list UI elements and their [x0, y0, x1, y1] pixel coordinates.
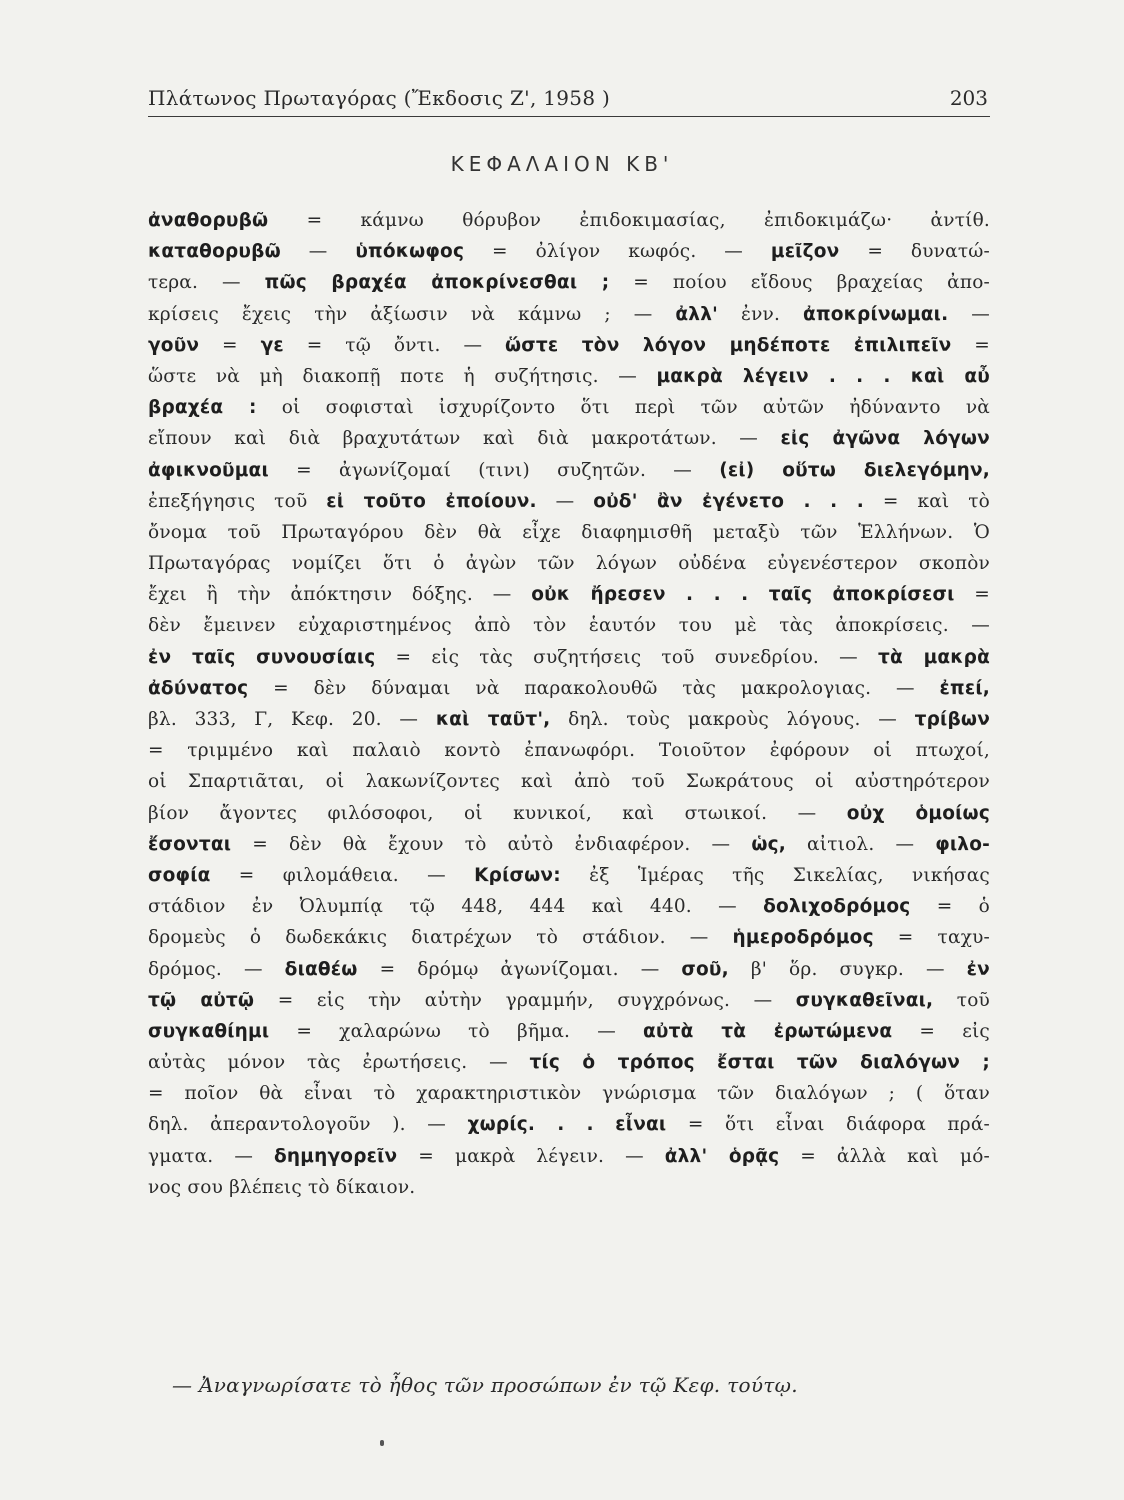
lemma-term: σοῦ,: [681, 958, 729, 980]
gloss-text: κρίσεις ἔχεις τὴν ἀξίωσιν νὰ κάμνω ; —: [148, 303, 676, 325]
gloss-text: ὥστε νὰ μὴ διακοπῇ ποτε ἡ συζήτησις. —: [148, 365, 657, 387]
text-line: [148, 985, 990, 1016]
text-line: [148, 330, 990, 361]
text-line: [148, 1172, 990, 1203]
text-line: [148, 1078, 990, 1109]
text-line: [148, 673, 990, 704]
gloss-text: —: [280, 241, 356, 263]
gloss-text: = κάμνω θόρυβον ἐπιδοκιμασίας, ἐπιδοκιμάζω· ἀντίθ.: [268, 210, 990, 231]
gloss-text: = δρόμῳ ἀγωνίζομαι. —: [357, 958, 682, 980]
text-line: [148, 1047, 990, 1078]
gloss-text: αὐτὰς μόνον τὰς ἐρωτήσεις. —: [148, 1052, 530, 1074]
lemma-term: ὡς,: [751, 833, 786, 855]
lemma-term: γε: [260, 334, 284, 356]
lemma-term: χωρίς. . .: [467, 1114, 594, 1136]
header-title: Πλάτωνος Πρωταγόρας (Ἔκδοσις Ζ', 1958 ): [148, 86, 611, 110]
lemma-term: ἀλλ' ὁρᾷς: [664, 1145, 780, 1167]
chapter-heading: ΚΕΦΑΛΑΙΟΝ ΚΒ': [450, 152, 674, 176]
gloss-text: = τῷ ὄντι. —: [283, 334, 505, 356]
paper-speck: [380, 1440, 384, 1446]
gloss-text: = εἰς: [892, 1020, 990, 1042]
lemma-term: τρίβων: [914, 709, 990, 730]
lemma-term: ἀδύνατος: [148, 677, 249, 699]
gloss-text: δηλ. τοὺς μακροὺς λόγους. —: [550, 709, 915, 730]
gloss-text: νος σου βλέπεις τὸ δίκαιον.: [148, 1176, 416, 1198]
text-line: [148, 860, 990, 891]
lemma-term: ἀποκρίνωμαι.: [803, 303, 949, 325]
lemma-term: οὐχ ὁμοίως: [846, 802, 990, 824]
gloss-text: ἐνν.: [717, 303, 804, 325]
gloss-text: = δὲν δύναμαι νὰ παρακολουθῶ τὰς μακρολογιας. —: [248, 677, 940, 699]
text-line: [148, 735, 990, 766]
text-line: [148, 236, 990, 267]
gloss-text: οἱ Σπαρτιᾶται, οἱ λακωνίζοντες καὶ ἀπὸ τοῦ Σωκράτους οἱ αὐστηρότερον: [148, 771, 990, 793]
gloss-text: =: [951, 334, 990, 356]
gloss-text: [594, 1114, 616, 1135]
gloss-text: Πρωταγόρας νομίζει ὅτι ὁ ἀγὼν τῶν λόγων οὐδένα εὐγενέστερον σκοπὸν: [148, 553, 990, 575]
text-line: [148, 704, 990, 735]
lemma-term: γοῦν: [148, 334, 200, 356]
lemma-term: οὐδ' ἂν ἐγένετο . . .: [593, 490, 865, 512]
lemma-term: ἡμεροδρόμος: [732, 927, 874, 949]
text-line: [148, 766, 990, 797]
commentary-text: [148, 205, 990, 1203]
gloss-text: = καὶ τὸ: [864, 490, 990, 512]
gloss-text: ἐπεξήγησις τοῦ: [148, 490, 327, 512]
text-line: [148, 205, 990, 236]
page-number: 203: [949, 86, 988, 110]
text-line: [148, 922, 990, 953]
gloss-text: γματα. —: [148, 1145, 275, 1167]
lemma-term: μακρὰ λέγειν . . . καὶ αὖ: [656, 365, 990, 387]
lemma-term: τὰ μακρὰ: [877, 646, 990, 668]
gloss-text: τερα. —: [148, 272, 265, 294]
gloss-text: δρομεὺς ὁ δωδεκάκις διατρέχων τὸ στάδιον. —: [148, 927, 733, 949]
text-line: [148, 1141, 990, 1172]
lemma-term: σοφία: [148, 864, 211, 886]
gloss-text: αἰτιολ. —: [786, 833, 936, 855]
gloss-text: δὲν ἔμεινεν εὐχαριστημένος ἀπὸ τὸν ἑαυτόν του μὲ τὰς ἀποκρίσεις. —: [148, 615, 990, 637]
text-line: [148, 891, 990, 922]
lemma-term: δολιχοδρόμος: [763, 896, 911, 918]
lemma-term: διαθέω: [284, 958, 358, 980]
lemma-term: πῶς βραχέα ἀποκρίνεσθαι ;: [264, 272, 610, 294]
lemma-term: ἐν ταῖς συνουσίαις: [148, 646, 376, 668]
text-line: [148, 361, 990, 392]
text-line: [148, 267, 990, 298]
text-line: [148, 455, 990, 486]
gloss-text: δρόμος. —: [148, 958, 285, 980]
text-line: [148, 579, 990, 610]
gloss-text: = ποῖον θὰ εἶναι τὸ χαρακτηριστικὸν γνώρισμα τῶν διαλόγων ; ( ὅταν: [148, 1083, 990, 1105]
text-line: [148, 1016, 990, 1047]
gloss-text: ὄνομα τοῦ Πρωταγόρου δὲν θὰ εἶχε διαφημισθῆ μεταξὺ τῶν Ἑλλήνων. Ὁ: [148, 521, 990, 543]
lemma-term: καταθορυβῶ: [148, 241, 281, 263]
gloss-text: βίον ἄγοντες φιλόσοφοι, οἱ κυνικοί, καὶ στωικοί. —: [148, 802, 847, 824]
lemma-term: ἀφικνοῦμαι: [148, 459, 269, 481]
gloss-text: = ἀλλὰ καὶ μό-: [779, 1145, 990, 1167]
text-line: [148, 423, 990, 454]
gloss-text: = ὁ: [910, 896, 990, 918]
lemma-term: ἔσονται: [148, 833, 232, 855]
gloss-text: =: [199, 334, 261, 356]
closing-exercise: — Ἀναγνωρίσατε τὸ ἦθος τῶν προσώπων ἐν τῷ Κεφ. τούτῳ.: [172, 1373, 798, 1397]
gloss-text: =: [954, 584, 990, 606]
text-line: [148, 829, 990, 860]
gloss-text: = φιλομάθεια. —: [210, 864, 475, 886]
gloss-text: = εἰς τὰς συζητήσεις τοῦ συνεδρίου. —: [375, 646, 878, 668]
text-line: [148, 954, 990, 985]
gloss-text: = τριμμένο καὶ παλαιὸ κοντὸ ἐπανωφόρι. Τοιοῦτον ἐφόρουν οἱ πτωχοί,: [148, 740, 990, 762]
gloss-text: οἱ σοφισταὶ ἰσχυρίζοντο ὅτι περὶ τῶν αὐτῶν ἠδύναντο νὰ: [256, 397, 990, 419]
text-line: [148, 548, 990, 579]
gloss-text: = ποίου εἴδους βραχείας ἀπο-: [609, 272, 990, 294]
gloss-text: β' ὅρ. συγκρ. —: [728, 958, 967, 980]
gloss-text: βλ. 333, Γ, Κεφ. 20. —: [148, 709, 436, 730]
text-line: [148, 392, 990, 423]
text-line: [148, 486, 990, 517]
lemma-term: ὥστε τὸν λόγον μηδέποτε ἐπιλιπεῖν: [504, 334, 952, 356]
gloss-text: δηλ. ἀπεραντολογοῦν ). —: [148, 1114, 468, 1136]
lemma-term: (εἰ) οὕτω διελεγόμην,: [719, 459, 990, 481]
lemma-term: βραχέα :: [148, 397, 257, 419]
lemma-term: οὐκ ἤρεσεν . . . ταῖς ἀποκρίσεσι: [531, 584, 955, 606]
lemma-term: μεῖζον: [770, 241, 840, 263]
gloss-text: = χαλαρώνω τὸ βῆμα. —: [269, 1020, 644, 1042]
lemma-term: ἐν: [966, 958, 990, 980]
text-line: [148, 610, 990, 641]
gloss-text: ἐξ Ἱμέρας τῆς Σικελίας, νικήσας: [560, 864, 990, 886]
lemma-term: ἀναθορυβῶ: [148, 210, 269, 231]
gloss-text: εἴπουν καὶ διὰ βραχυτάτων καὶ διὰ μακροτάτων. —: [148, 428, 781, 450]
lemma-term: Κρίσων:: [474, 864, 561, 886]
gloss-text: = δὲν θὰ ἔχουν τὸ αὐτὸ ἐνδιαφέρον. —: [231, 833, 752, 855]
lemma-term: δημηγορεῖν: [274, 1145, 398, 1167]
lemma-term: αὐτὰ τὰ ἐρωτώμενα: [643, 1020, 893, 1042]
running-header: [148, 80, 990, 117]
text-line: [148, 1109, 990, 1140]
gloss-text: = μακρὰ λέγειν. —: [397, 1145, 665, 1167]
gloss-text: —: [948, 303, 990, 325]
lemma-term: συγκαθίημι: [148, 1020, 270, 1042]
gloss-text: ἔχει ἢ τὴν ἀπόκτησιν δόξης. —: [148, 584, 532, 606]
lemma-term: συγκαθεῖναι,: [795, 989, 934, 1011]
text-line: [148, 517, 990, 548]
lemma-term: ἐπεί,: [939, 677, 990, 699]
gloss-text: τοῦ: [933, 989, 990, 1011]
lemma-term: εἰ τοῦτο ἐποίουν.: [326, 490, 537, 512]
gloss-text: = εἰς τὴν αὐτὴν γραμμήν, συγχρόνως. —: [254, 989, 796, 1011]
lemma-term: καὶ ταῦτ',: [435, 709, 551, 730]
lemma-term: τῷ αὐτῷ: [148, 989, 255, 1011]
text-line: [148, 798, 990, 829]
lemma-term: εἰς ἀγῶνα λόγων: [780, 428, 990, 450]
gloss-text: —: [536, 490, 594, 512]
gloss-text: = ὀλίγον κωφός. —: [464, 241, 771, 263]
gloss-text: = ὅτι εἶναι διάφορα πρά-: [666, 1114, 990, 1136]
lemma-term: ἀλλ': [675, 303, 718, 325]
lemma-term: τίς ὁ τρόπος ἔσται τῶν διαλόγων ;: [529, 1052, 990, 1074]
gloss-text: = δυνατώ-: [839, 241, 990, 263]
lemma-term: εἶναι: [615, 1114, 667, 1136]
lemma-term: φιλο-: [935, 833, 990, 855]
text-line: [148, 642, 990, 673]
gloss-text: = ταχυ-: [873, 927, 990, 949]
lemma-term: ὑπόκωφος: [355, 241, 465, 263]
gloss-text: στάδιον ἐν Ὀλυμπίᾳ τῷ 448, 444 καὶ 440. —: [148, 896, 764, 918]
gloss-text: = ἀγωνίζομαί (τινι) συζητῶν. —: [268, 459, 720, 481]
text-line: [148, 299, 990, 330]
